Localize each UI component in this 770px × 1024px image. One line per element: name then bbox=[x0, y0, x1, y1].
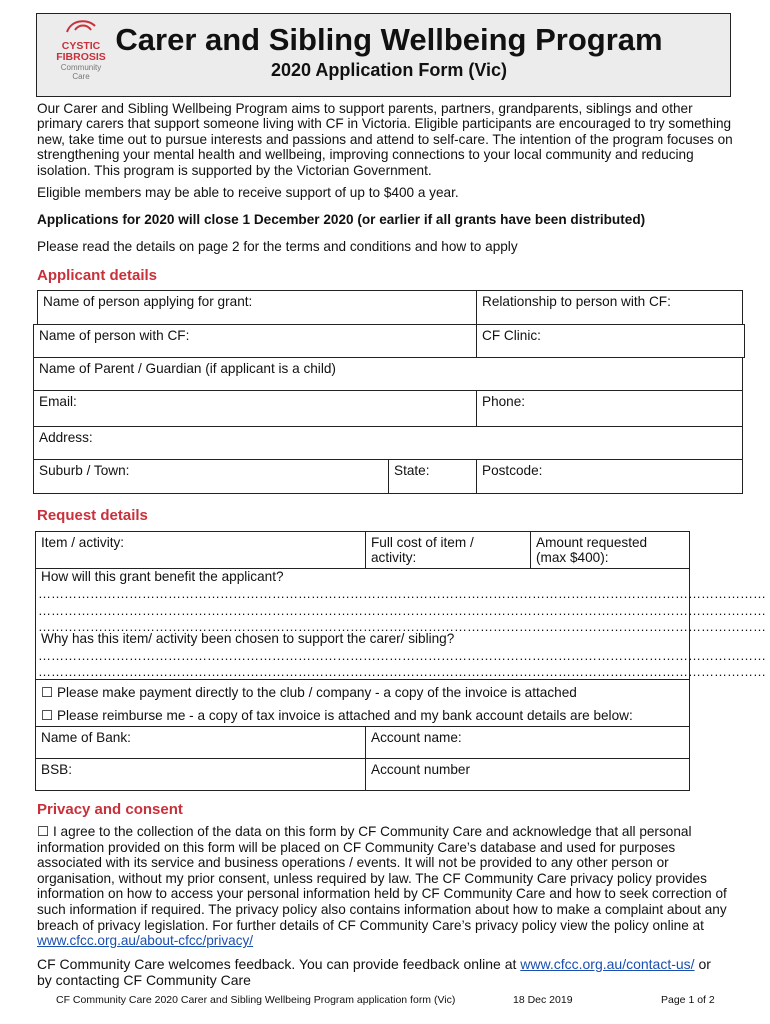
footer-doc-name: CF Community Care 2020 Carer and Sibling Wellbeing Program application form (Vic) bbox=[56, 994, 456, 1006]
postcode-field[interactable] bbox=[477, 459, 743, 494]
cf-clinic-field[interactable] bbox=[477, 324, 745, 358]
account-name-label: Account name: bbox=[371, 730, 462, 745]
parent-guardian-field[interactable] bbox=[33, 357, 743, 391]
account-number-label: Account number bbox=[371, 762, 470, 777]
logo-line3: Community bbox=[60, 63, 102, 72]
name-with-cf-label: Name of person with CF: bbox=[39, 328, 190, 343]
name-applying-field[interactable] bbox=[37, 290, 477, 325]
full-cost-field[interactable] bbox=[366, 531, 531, 569]
bank-name-field[interactable] bbox=[35, 726, 366, 759]
account-number-field[interactable] bbox=[366, 758, 690, 791]
footer-page: Page 1 of 2 bbox=[661, 994, 715, 1006]
email-field[interactable] bbox=[33, 390, 477, 427]
state-label: State: bbox=[394, 463, 430, 478]
benefit-line-1[interactable]: …………………………………………………………………………………………………………………………………………………… bbox=[38, 586, 766, 601]
phone-label: Phone: bbox=[482, 394, 526, 409]
pay-club-checkbox[interactable]: ☐ Please make payment directly to the club / company - a copy of the invoice is attached bbox=[41, 685, 577, 700]
contact-us-link[interactable]: www.cfcc.org.au/contact-us/ bbox=[520, 956, 695, 972]
item-activity-field[interactable] bbox=[35, 531, 366, 569]
amount-requested-field[interactable] bbox=[531, 531, 690, 569]
request-heading: Request details bbox=[37, 507, 148, 524]
amount-label-2: (max $400): bbox=[536, 550, 609, 565]
logo-line4: Care bbox=[72, 72, 90, 81]
privacy-consent-body: ☐ I agree to the collection of the data on this form by CF Community Care and acknowledge that all personal information provided on this form will be placed on CF Community Care’s database and used for purposes associated with its service and business operations / events. It will not be provided to any other person or organisation, without my prior consent, unless required by law. The CF Community Care privacy policy provides information on how to access your personal information held by CF Community Care and how to seek correction of such information if required. The privacy policy also contains information about how to make a complaint about any breach of privacy legislation. For further details of CF Community Care’s privacy policy view the policy online at bbox=[37, 824, 727, 933]
item-activity-label: Item / activity: bbox=[41, 535, 125, 550]
privacy-policy-link[interactable]: www.cfcc.org.au/about-cfcc/privacy/ bbox=[37, 933, 254, 949]
feedback-text bbox=[37, 956, 727, 988]
state-field[interactable] bbox=[389, 459, 477, 494]
address-field[interactable] bbox=[33, 426, 743, 460]
amount-label-1: Amount requested bbox=[536, 535, 648, 550]
full-cost-label-2: activity: bbox=[371, 550, 417, 565]
bsb-label: BSB: bbox=[41, 762, 72, 777]
page-title: Carer and Sibling Wellbeing Program bbox=[115, 22, 663, 57]
page-subtitle: 2020 Application Form (Vic) bbox=[270, 60, 508, 80]
email-label: Email: bbox=[39, 394, 77, 409]
account-name-field[interactable] bbox=[366, 726, 690, 759]
why-line-1[interactable]: …………………………………………………………………………………………………………………………………………………… bbox=[38, 648, 766, 663]
read-details-text: Please read the details on page 2 for the terms and conditions and how to apply bbox=[37, 239, 518, 254]
parent-guardian-label: Name of Parent / Guardian (if applicant is a child) bbox=[39, 361, 336, 376]
privacy-consent-text[interactable] bbox=[37, 824, 729, 949]
close-notice: Applications for 2020 will close 1 December 2020 (or earlier if all grants have been distributed) bbox=[37, 212, 646, 227]
why-question: Why has this item/ activity been chosen to support the carer/ sibling? bbox=[41, 631, 455, 646]
applicant-heading: Applicant details bbox=[37, 267, 158, 284]
full-cost-label-1: Full cost of item / bbox=[371, 535, 474, 550]
eligible-text: Eligible members may be able to receive support of up to $400 a year. bbox=[37, 185, 459, 200]
benefit-line-2[interactable]: …………………………………………………………………………………………………………………………………………………… bbox=[38, 603, 766, 618]
feedback-pre: CF Community Care welcomes feedback. You can provide feedback online at bbox=[37, 956, 517, 972]
name-applying-label: Name of person applying for grant: bbox=[43, 294, 253, 309]
privacy-heading: Privacy and consent bbox=[37, 801, 183, 818]
postcode-label: Postcode: bbox=[482, 463, 543, 478]
logo-line1: CYSTIC bbox=[61, 40, 101, 52]
suburb-label: Suburb / Town: bbox=[39, 463, 130, 478]
reimburse-checkbox[interactable]: ☐ Please reimburse me - a copy of tax invoice is attached and my bank account details are below: bbox=[41, 708, 633, 723]
relationship-label: Relationship to person with CF: bbox=[482, 294, 671, 309]
relationship-field[interactable] bbox=[477, 290, 743, 325]
benefit-question: How will this grant benefit the applicant? bbox=[41, 569, 284, 584]
footer-date: 18 Dec 2019 bbox=[513, 994, 573, 1006]
cf-clinic-label: CF Clinic: bbox=[482, 328, 541, 343]
bsb-field[interactable] bbox=[35, 758, 366, 791]
bank-name-label: Name of Bank: bbox=[41, 730, 131, 745]
name-with-cf-field[interactable] bbox=[33, 324, 477, 358]
benefit-line-3[interactable]: …………………………………………………………………………………………………………………………………………………… bbox=[38, 619, 766, 634]
feedback-post: or by contacting CF Community Care bbox=[37, 956, 711, 988]
suburb-field[interactable] bbox=[33, 459, 389, 494]
phone-field[interactable] bbox=[477, 390, 743, 427]
intro-paragraph: Our Carer and Sibling Wellbeing Program aims to support parents, partners, grandparents, siblings and other primary carers that support someone living with CF in Victoria. Eligible participants are encouraged to try something new, take time out to pursue interests and passions and attend to self-care. The intention of the program focuses on strengthening your mental health and wellbeing, improving connections to your local community and reducing isolation. This program is supported by the Victorian Government. bbox=[37, 101, 733, 178]
address-label: Address: bbox=[39, 430, 93, 445]
why-line-2[interactable]: …………………………………………………………………………………………………………………………………………………… bbox=[38, 664, 766, 679]
logo-line2: FIBROSIS bbox=[56, 51, 106, 63]
